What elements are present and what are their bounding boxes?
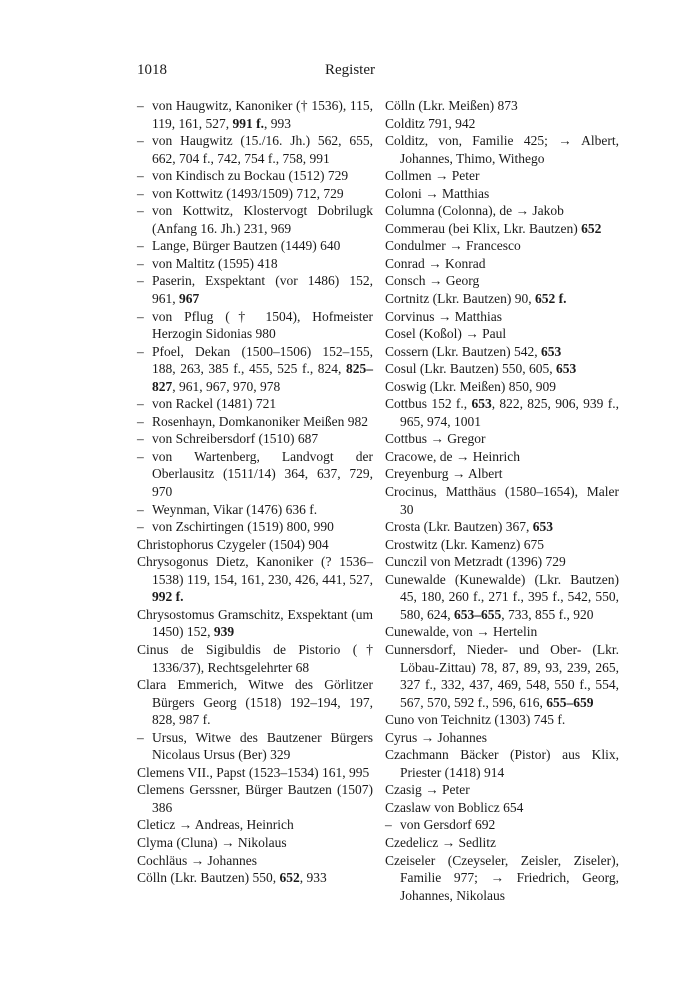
index-entry: Czachmann Bäcker (Pistor) aus Klix, Priester (1418) 914 <box>385 747 619 780</box>
index-entry: Chrysogonus Dietz, Kanoniker (? 1536–1538) 119, 154, 161, 230, 426, 441, 527, 992 f. <box>137 554 373 605</box>
index-entry: – von Haugwitz (15./16. Jh.) 562, 655, 662, 704 f., 742, 754 f., 758, 991 <box>137 133 373 166</box>
index-entry: – von Gersdorf 692 <box>385 817 496 833</box>
index-entry: Columna (Colonna), de → Jakob <box>385 203 564 219</box>
index-entry: Chrysostomus Gramschitz, Exspektant (um 1450) 152, 939 <box>137 606 373 640</box>
index-entry: Cuno von Teichnitz (1303) 745 f. <box>385 712 566 728</box>
index-entry: Coswig (Lkr. Meißen) 850, 909 <box>385 378 556 394</box>
index-entry: Conrad → Konrad <box>385 255 486 271</box>
index-entry: – von Zschirtingen (1519) 800, 990 <box>137 519 334 535</box>
index-entry: Consch → Georg <box>385 273 480 289</box>
running-title: Register <box>325 62 375 78</box>
index-entry: Corvinus → Matthias <box>385 308 502 324</box>
index-entry: Clyma (Cluna) → Nikolaus <box>137 834 287 850</box>
index-entry: Cleticz → Andreas, Heinrich <box>137 817 294 833</box>
index-entry: Crosta (Lkr. Bautzen) 367, 653 <box>385 519 553 535</box>
index-entry: Cunewalde, von → Hertelin <box>385 624 538 640</box>
index-entry: Cracowe, de → Heinrich <box>385 448 520 464</box>
index-entry: Cölln (Lkr. Bautzen) 550, 652, 933 <box>137 870 327 886</box>
index-entry: Cochläus → Johannes <box>137 852 257 868</box>
index-entry: – von Haugwitz, Kanoniker († 1536), 115, 119, 161, 527, 991 f., 993 <box>137 98 373 131</box>
index-entry: Clara Emmerich, Witwe des Görlitzer Bürgers Georg (1518) 192–194, 197, 828, 987 f. <box>137 677 373 728</box>
index-entry: – Pfoel, Dekan (1500–1506) 152–155, 188, 263, 385 f., 455, 525 f., 824, 825–827, 961, 967, 970, 978 <box>137 343 373 394</box>
index-entry: – von Kottwitz (1493/1509) 712, 729 <box>137 185 344 201</box>
index-column-left <box>137 97 373 887</box>
index-entry: Cunewalde (Kunewalde) (Lkr. Bautzen) 45, 180, 260 f., 271 f., 395 f., 542, 550, 580, 624, 653–655, 733, 855 f., 920 <box>385 571 619 622</box>
index-entry: Cortnitz (Lkr. Bautzen) 90, 652 f. <box>385 291 567 307</box>
index-entry: Czeiseler (Czeyseler, Zeisler, Ziseler), Familie 977; → Friedrich, Georg, Johannes, Nikolaus <box>385 852 619 903</box>
index-entry: Cosel (Koßol) → Paul <box>385 326 507 342</box>
index-entry: – von Rackel (1481) 721 <box>137 396 277 412</box>
index-entry: Cunczil von Metzradt (1396) 729 <box>385 554 566 570</box>
index-entry: Czedelicz → Sedlitz <box>385 834 496 850</box>
index-entry: Cölln (Lkr. Meißen) 873 <box>385 98 518 113</box>
index-entry: Czaslaw von Boblicz 654 <box>385 799 524 815</box>
index-entry: Cosul (Lkr. Bautzen) 550, 605, 653 <box>385 361 577 377</box>
index-entry: Crostwitz (Lkr. Kamenz) 675 <box>385 536 544 552</box>
index-entry: – Rosenhayn, Domkanoniker Meißen 982 <box>137 413 368 429</box>
index-entry: Cinus de Sigibuldis de Pistorio († 1336/37), Rechtsgelehrter 68 <box>137 641 373 675</box>
index-entry: – Weynman, Vikar (1476) 636 f. <box>137 501 318 517</box>
index-entry: Cunnersdorf, Nieder- und Ober- (Lkr. Löbau-Zittau) 78, 87, 89, 93, 239, 265, 327 f., 332, 437, 469, 548, 550 f., 554, 567, 570, 592 f., 596, 616, 655–659 <box>385 641 619 710</box>
index-entry: Cottbus 152 f., 653, 822, 825, 906, 939 f., 965, 974, 1001 <box>385 396 619 429</box>
index-entry: Clemens VII., Papst (1523–1534) 161, 995 <box>137 764 370 780</box>
index-entry: Creyenburg → Albert <box>385 466 503 482</box>
index-entry: Clemens Gerssner, Bürger Bautzen (1507) 386 <box>137 782 373 815</box>
index-entry: Condulmer → Francesco <box>385 238 521 254</box>
index-entry: Christophorus Czygeler (1504) 904 <box>137 536 329 552</box>
index-entry: Cottbus → Gregor <box>385 431 486 447</box>
index-entry: Coloni → Matthias <box>385 185 490 201</box>
index-entry: Cyrus → Johannes <box>385 729 487 745</box>
index-entry: Colditz, von, Familie 425; → Albert, Johannes, Thimo, Withego <box>385 133 619 166</box>
index-entry: – von Kindisch zu Bockau (1512) 729 <box>137 168 349 184</box>
index-entry: – von Pflug († 1504), Hofmeister Herzogin Sidonias 980 <box>137 308 373 342</box>
index-entry: Collmen → Peter <box>385 168 480 184</box>
index-column-right <box>385 97 619 904</box>
index-entry: – Paserin, Exspektant (vor 1486) 152, 961, 967 <box>137 273 373 307</box>
index-entry: Crocinus, Matthäus (1580–1654), Maler 30 <box>385 484 619 517</box>
index-entry: Commerau (bei Klix, Lkr. Bautzen) 652 <box>385 220 602 236</box>
index-entry: – von Kottwitz, Klostervogt Dobrilugk (Anfang 16. Jh.) 231, 969 <box>137 203 373 236</box>
index-entry: Colditz 791, 942 <box>385 115 476 131</box>
index-entry: – Lange, Bürger Bautzen (1449) 640 <box>137 238 341 254</box>
index-entry: – Ursus, Witwe des Bautzener Bürgers Nicolaus Ursus (Ber) 329 <box>137 729 373 763</box>
index-entry: – von Wartenberg, Landvogt der Oberlausitz (1511/14) 364, 637, 729, 970 <box>137 448 373 500</box>
index-entry: – von Maltitz (1595) 418 <box>137 255 278 271</box>
index-entry: Cossern (Lkr. Bautzen) 542, 653 <box>385 343 562 359</box>
index-entry: Czasig → Peter <box>385 782 470 798</box>
index-entry: – von Schreibersdorf (1510) 687 <box>137 431 319 447</box>
page-number: 1018 <box>137 62 167 78</box>
